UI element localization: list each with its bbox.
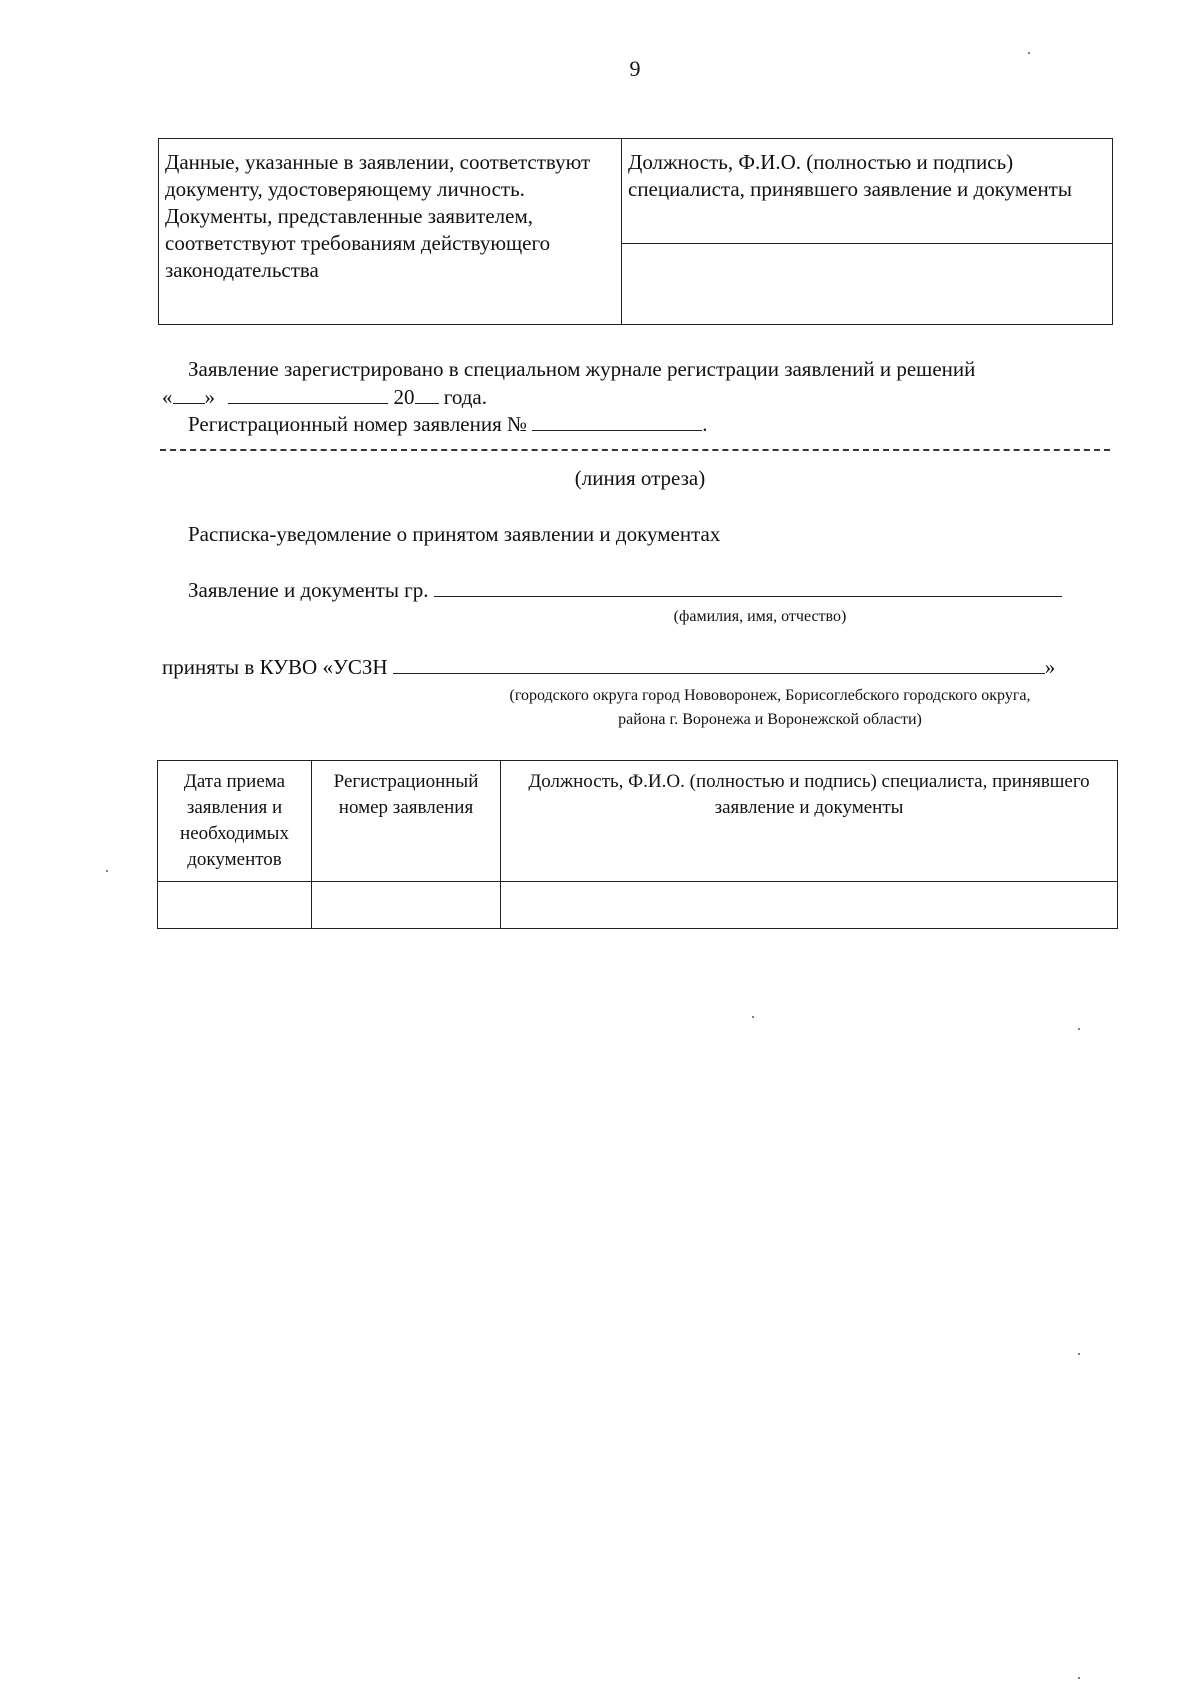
scan-speck [752, 1016, 754, 1018]
scan-speck [1078, 1353, 1080, 1355]
cut-line-caption: (линия отреза) [574, 466, 706, 490]
cell-receipt-date[interactable] [158, 882, 312, 929]
receipt-title: Расписка-уведомление о принятом заявлении и документах [188, 522, 721, 546]
registration-date-line [162, 385, 487, 410]
header-specialist: Должность, Ф.И.О. (полностью и подпись) специалиста, принявшего заявление и документы [501, 761, 1118, 882]
full-name-blank[interactable] [434, 578, 1062, 597]
cell-registration-number[interactable] [312, 882, 501, 929]
registration-number-label: Регистрационный номер заявления № [188, 412, 528, 436]
registration-number-end: . [702, 412, 708, 436]
docs-from-label: Заявление и документы гр. [188, 578, 429, 602]
specialist-header: Должность, Ф.И.О. (полностью и подпись) специалиста, принявшего заявление и документы [622, 139, 1113, 244]
header-receipt-date: Дата приема заявления и необходимых документов [158, 761, 312, 882]
verification-statement: Данные, указанные в заявлении, соответствуют документу, удостоверяющему личность. Документы, представленные заявителем, соответствуют требованиям действующего законодательства [159, 139, 622, 325]
scan-speck [1078, 1028, 1080, 1030]
page-number: 9 [629, 56, 641, 81]
scan-speck [106, 870, 108, 872]
accepted-close: » [1044, 655, 1056, 679]
receipt-table [157, 760, 1118, 929]
accepted-line [162, 655, 1055, 680]
registration-statement: Заявление зарегистрировано в специальном журнале регистрации заявлений и решений [188, 357, 976, 381]
accepted-label: приняты в КУВО «УСЗН [162, 655, 388, 679]
cut-line [160, 449, 1110, 451]
registration-number-line [188, 412, 708, 437]
specialist-signature-field[interactable] [622, 244, 1113, 325]
quote-close: » [204, 385, 215, 409]
cell-specialist[interactable] [501, 882, 1118, 929]
scan-speck [1078, 1677, 1080, 1679]
year-prefix: 20 [393, 385, 415, 409]
year-suffix: года. [443, 385, 487, 409]
day-blank[interactable] [173, 385, 205, 404]
verification-table [158, 138, 1113, 325]
docs-from-line [188, 578, 1062, 603]
scan-speck [1028, 52, 1030, 54]
month-blank[interactable] [228, 385, 388, 404]
department-caption-1: (городского округа город Нововоронеж, Борисоглебского городского округа, [509, 687, 1031, 704]
quote-open: « [162, 385, 173, 409]
header-registration-number: Регистрационный номер заявления [312, 761, 501, 882]
full-name-caption: (фамилия, имя, отчество) [673, 608, 847, 625]
department-blank[interactable] [393, 655, 1045, 674]
year-blank[interactable] [415, 385, 439, 404]
department-caption-2: района г. Воронежа и Воронежской области) [618, 711, 922, 728]
registration-number-blank[interactable] [532, 412, 702, 431]
